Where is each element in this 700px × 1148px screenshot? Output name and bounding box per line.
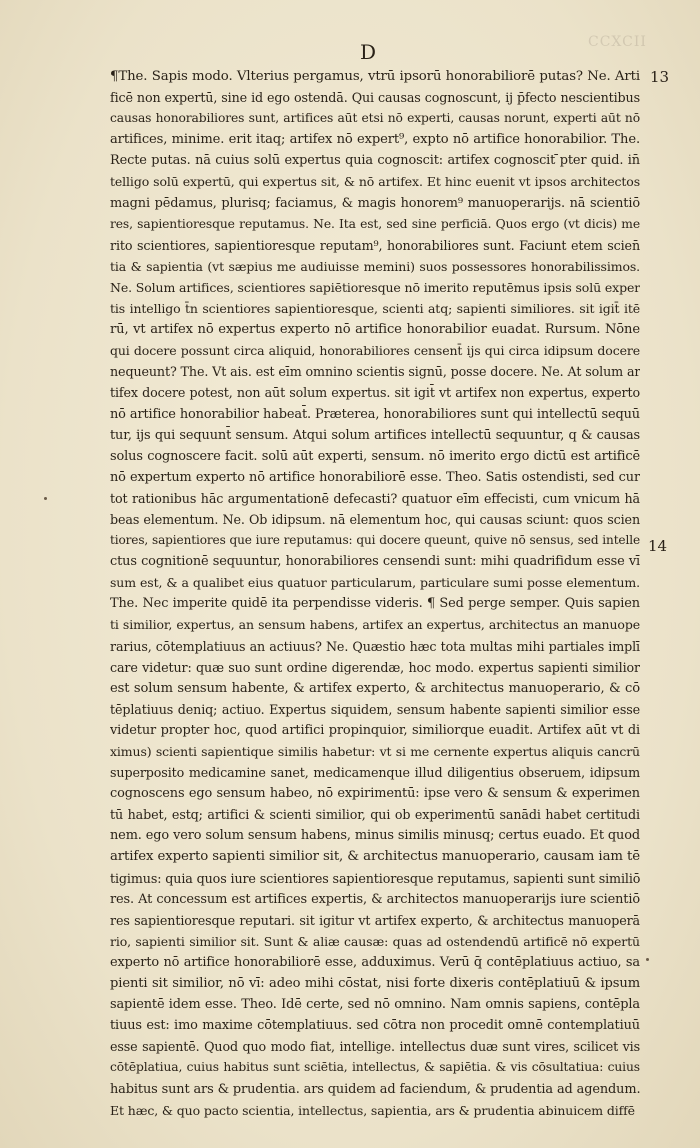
text-line: tifex docere potest, non aūt solum expertus. sit igit̄ vt artifex non expertus, experto [110,385,640,401]
text-line: care videtur: quæ suo sunt ordine digerendæ, hoc modo. expertus sapienti similior [110,659,640,675]
text-line: tēplatiuus deniq; actiuo. Expertus siquidem, sensum habente sapienti similior esse [110,701,640,717]
text-line: pienti sit similior, nō vī: adeo mihi cōstat, nisi forte dixeris contēplatiuū & ipsum [110,976,640,992]
text-line: beas elementum. Ne. Ob idipsum. nā elementum hoc, qui causas sciunt: quos scien [110,511,640,527]
text-line: cōtēplatiua, cuius habitus sunt sciētia, intellectus, & sapiētia. & vis cōsultatiua: cuius [110,1060,640,1075]
text-line: tot rationibus hāc argumentationē defecasti? quatuor eīm effecisti, cum vnicum hā [110,490,640,506]
text-line: tigimus: quia quos iure scientiores sapientioresque reputamus, sapienti sunt similiō [110,870,640,886]
text-line: est solum sensum habente, & artifex experto, & architectus manuoperario, & cō [110,680,640,696]
text-line: nō artifice honorabilior habeat̄. Præterea, honorabiliores sunt qui intellectū sequū [110,406,640,422]
text-line: nō expertum experto nō artifice honorabiliorē esse. Theo. Satis ostendisti, sed cur [110,469,640,485]
text-line: tiuus est: imo maxime cōtemplatiuus. sed cōtra non procedit omnē contemplatiuū [110,1018,640,1034]
text-line: Et hæc, & quo pacto scientia, intellectus, sapientia, ars & prudentia abinuicem diffē [110,1102,635,1118]
text-line: res, sapientioresque reputamus. Ne. Ita est, sed sine perficiā. Quos ergo (vt dicis) me [110,216,640,231]
text-line: solus cognoscere facit. solū aūt experti, sensum. nō imerito ergo dictū est artificē [110,448,640,464]
text-line: nequeunt? The. Vt ais. est eīm omnino scientis signū, posse docere. Ne. At solum ar [110,364,640,380]
text-line: magni pēdamus, plurisq; faciamus, & magis honorem⁹ manuoperarijs. nā scientiō [110,195,640,211]
text-line: tur, ijs qui sequunt̄ sensum. Atqui solum artifices intellectū sequuntur, q & causas [110,427,640,443]
bleed-through-text: CCXCII [588,34,647,50]
text-line: tia & sapientia (vt sæpius me audiuisse memini) suos possessores honorabilissimos. [110,258,640,274]
text-line: qui docere possunt circa aliquid, honorabiliores censent̄ ijs qui circa idipsum docere [110,343,640,359]
text-line: nem. ego vero solum sensum habens, minus similis minusq; certus euado. Et quod [110,828,640,844]
text-line: artifex experto sapienti similior sit, & architectus manuoperario, causam iam tē [110,849,640,865]
text-line: ctus cognitionē sequuntur, honorabiliores censendi sunt: mihi quadrifidum esse vī [110,554,640,570]
text-line: ximus) scienti sapientique similis habetur: vt si me cernente expertus aliquis cancrū [110,744,640,759]
text-line: rio, sapienti similior sit. Sunt & aliæ causæ: quas ad ostendendū artificē nō expertū [110,933,640,949]
text-line: videtur propter hoc, quod artifici propinquior, similiorque euadit. Artifex aūt vt di [110,722,640,738]
text-line: rū, vt artifex nō expertus experto nō artifice honorabilior euadat. Rursum. Nōne [110,322,640,338]
ink-speck [44,497,47,500]
text-line: res sapientioresque reputari. sit igitur vt artifex experto, & architectus manuoperā [110,912,640,928]
text-line: habitus sunt ars & prudentia. ars quidem ad faciendum, & prudentia ad agendum. [110,1081,640,1097]
text-line: The. Nec imperite quidē ita perpendisse videris. ¶ Sed perge semper. Quis sapien [110,596,640,612]
text-line: telligo solū expertū, qui expertus sit, & nō artifex. Et hinc euenit vt ipsos architectos [110,174,640,190]
text-line: esse sapientē. Quod quo modo fiat, intellige. intellectus duæ sunt vires, scilicet vis [110,1039,640,1055]
text-line: tis intelligo t̄n scientiores sapientioresque, scienti atq; sapienti similiores. sit igit̄ itē [110,301,640,317]
text-line: tū habet, estq; artifici & scienti similior, qui ob experimentū sanādi habet certitudi [110,807,640,823]
ink-speck [646,958,649,961]
text-line: rarius, cōtemplatiuus an actiuus? Ne. Quæstio hæc tota multas mihi partiales implī [110,638,640,654]
margin-number-13: 13 [650,68,670,86]
signature-mark: D [360,40,378,64]
text-line: rito scientiores, sapientioresque reputam⁹, honorabiliores sunt. Faciunt etem scien̄ [110,237,640,253]
text-line: causas honorabiliores sunt, artifices aūt etsi nō experti, causas norunt, experti aūt nō [110,111,640,126]
text-line: res. At concessum est artifices expertis, & architectos manuoperarijs iure scientiō [110,891,640,907]
text-line: Recte putas. nā cuius solū expertus quia cognoscit: artifex cognoscit ̄pter quid. in̄ [110,153,640,169]
text-line: superposito medicamine sanet, medicamenque illud diligentius obseruem, idipsum [110,765,640,781]
text-line: experto nō artifice honorabiliorē esse, adduximus. Verū q̄ contēplatiuus actiuo, sa [110,954,640,970]
text-line: Ne. Solum artifices, scientiores sapiētioresque nō imerito reputēmus ipsis solū exper [110,279,640,295]
text-line: ¶The. Sapis modo. Vlterius pergamus, vtrū ipsorū honorabiliorē putas? Ne. Arti [110,69,640,84]
text-line: ficē non expertū, sine id ego ostendā. Qui causas cognoscunt, ij p̄fecto nescientibus [110,90,640,106]
text-line: tiores, sapientiores que iure reputamus: qui docere queunt, quive nō sensus, sed intelle [110,533,640,548]
margin-number-14: 14 [648,537,668,555]
text-line: ti similior, expertus, an sensum habens, artifex an expertus, architectus an manuope [110,617,640,633]
text-line: sum est, & a qualibet eius quatuor particularum, particulare sumi posse elementum. [110,575,640,591]
body-text [110,66,640,1121]
text-line: artifices, minime. erit itaq; artifex nō expert⁹, expto nō artifice honorabilior. The. [110,132,640,148]
text-line: sapientē idem esse. Theo. Idē certe, sed nō omnino. Nam omnis sapiens, contēpla [110,997,640,1013]
text-line: cognoscens ego sensum habeo, nō expirimentū: ipse vero & sensum & experimen [110,786,640,802]
